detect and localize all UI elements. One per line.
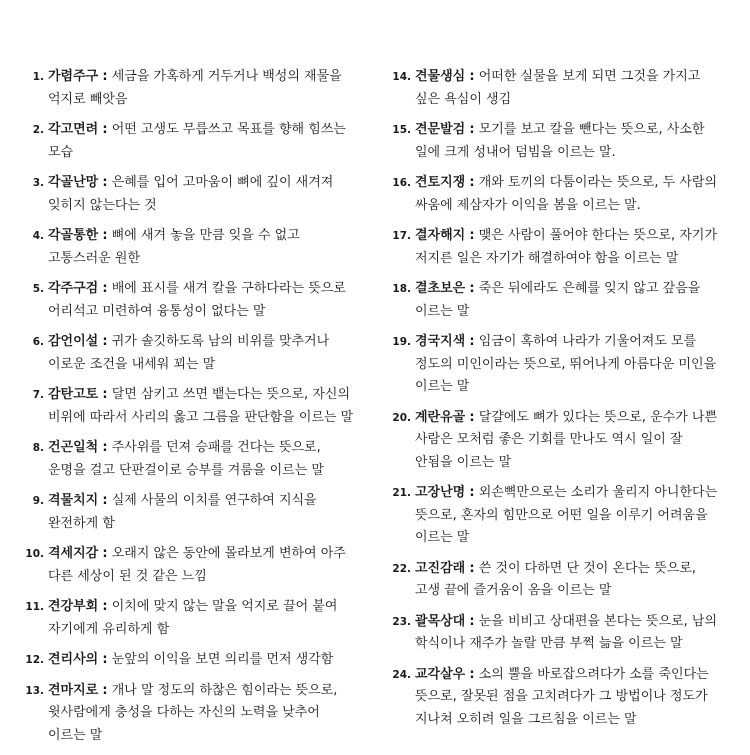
idiom-term: 교각살우 bbox=[415, 666, 466, 682]
entry-number: 8. bbox=[32, 442, 44, 454]
entry-number: 23. bbox=[392, 615, 411, 628]
entry-text bbox=[415, 331, 721, 399]
term-separator: : bbox=[102, 122, 108, 137]
entry-number: 20. bbox=[392, 411, 411, 424]
idiom-entry bbox=[391, 558, 721, 603]
idiom-term: 결초보은 bbox=[415, 281, 466, 296]
idiom-term: 가렴주구 bbox=[48, 69, 99, 84]
idiom-definition: 맺은 사람이 풀어야 한다는 뜻으로, 자기가 저지른 일은 자기가 해결하여야 함을 이르는 말 bbox=[415, 228, 717, 266]
entry-number: 4. bbox=[32, 230, 44, 242]
term-separator: : bbox=[469, 613, 475, 629]
term-separator: : bbox=[102, 546, 108, 561]
idiom-definition: 실제 사물의 이치를 연구하여 지식을 완전하게 함 bbox=[48, 493, 317, 531]
idiom-term: 건곤일척 bbox=[48, 440, 99, 455]
entry-text bbox=[48, 278, 354, 323]
idiom-term: 견토지쟁 bbox=[415, 175, 466, 190]
entry-text bbox=[415, 225, 721, 270]
idiom-definition: 뼈에 새겨 놓을 만큼 잊을 수 없고 고통스러운 원한 bbox=[48, 228, 300, 266]
idiom-entry bbox=[24, 384, 354, 429]
entry-number: 12. bbox=[25, 654, 44, 666]
idiom-definition: 주사위를 던져 승패를 건다는 뜻으로, 운명을 걸고 단판걸이로 승부를 겨룸을 이르는 말 bbox=[48, 440, 324, 478]
idiom-entry bbox=[24, 331, 354, 376]
term-separator: : bbox=[469, 560, 475, 576]
idiom-term: 격물치지 bbox=[48, 493, 99, 508]
term-separator: : bbox=[102, 599, 108, 614]
idiom-entry bbox=[24, 680, 354, 748]
idiom-definition: 어떤 고생도 무릅쓰고 목표를 향해 힘쓰는 모습 bbox=[48, 122, 346, 160]
term-separator: : bbox=[102, 228, 108, 243]
idiom-entry bbox=[391, 482, 721, 550]
idiom-term: 견강부회 bbox=[48, 599, 99, 614]
idiom-entry bbox=[391, 172, 721, 217]
idiom-definition: 달면 삼키고 쓰면 뱉는다는 뜻으로, 자신의 비위에 따라서 사리의 옳고 그름을 판단함을 이르는 말 bbox=[48, 387, 354, 425]
idiom-definition: 죽은 뒤에라도 은혜를 잊지 않고 갚음을 이르는 말 bbox=[415, 281, 701, 319]
entry-text bbox=[415, 407, 721, 475]
entry-number: 22. bbox=[392, 562, 411, 575]
idiom-definition: 귀가 솔깃하도록 남의 비위를 맞추거나 이로운 조건을 내세워 꾀는 말 bbox=[48, 334, 330, 372]
entry-number: 14. bbox=[392, 71, 411, 83]
idiom-definition: 쓴 것이 다하면 단 것이 온다는 뜻으로, 고생 끝에 즐거움이 옴을 이르는 말 bbox=[415, 560, 697, 598]
idiom-definition: 개나 말 정도의 하찮은 힘이라는 뜻으로, 윗사람에게 충성을 다하는 자신의 노력을 낮추어 이르는 말 bbox=[48, 682, 338, 743]
idiom-term: 견리사의 bbox=[48, 652, 99, 667]
entry-text bbox=[48, 649, 354, 672]
idiom-term: 고장난명 bbox=[415, 485, 466, 500]
idiom-entry bbox=[391, 611, 721, 656]
idiom-term: 고진감래 bbox=[415, 560, 466, 576]
idiom-term: 격세지감 bbox=[48, 546, 99, 561]
idiom-entry bbox=[24, 596, 354, 641]
term-separator: : bbox=[102, 387, 108, 402]
term-separator: : bbox=[469, 409, 475, 425]
left-column bbox=[24, 66, 354, 755]
entry-number: 13. bbox=[25, 684, 44, 697]
idiom-term: 계란유골 bbox=[415, 409, 466, 425]
entry-number: 10. bbox=[25, 548, 44, 560]
idiom-term: 견마지로 bbox=[48, 682, 99, 698]
entry-number: 2. bbox=[32, 124, 44, 136]
idiom-entry bbox=[24, 437, 354, 482]
entry-text bbox=[415, 611, 721, 656]
entry-text bbox=[48, 490, 354, 535]
idiom-definition: 이치에 맞지 않는 말을 억지로 끌어 붙여 자기에게 유리하게 함 bbox=[48, 599, 338, 637]
right-column bbox=[391, 66, 721, 739]
idiom-term: 괄목상대 bbox=[415, 613, 466, 629]
term-separator: : bbox=[469, 485, 475, 500]
idiom-definition: 세금을 가혹하게 거두거나 백성의 재물을 억지로 빼앗음 bbox=[48, 69, 342, 107]
term-separator: : bbox=[469, 69, 475, 84]
entry-number: 3. bbox=[32, 177, 44, 189]
idiom-definition: 소의 뿔을 바로잡으려다가 소를 죽인다는 뜻으로, 잘못된 점을 고치려다가 그 방법이나 정도가 지나쳐 오히려 일을 그르침을 이르는 말 bbox=[415, 666, 709, 727]
idiom-definition: 모기를 보고 칼을 뺀다는 뜻으로, 사소한 일에 크게 성내어 덤빔을 이르는 말. bbox=[415, 122, 705, 160]
term-separator: : bbox=[469, 228, 475, 243]
entry-text bbox=[415, 119, 721, 164]
entry-text bbox=[48, 225, 354, 270]
idiom-definition: 눈을 비비고 상대편을 본다는 뜻으로, 남의 학식이나 재주가 놀랄 만큼 부쩍 늚을 이르는 말 bbox=[415, 613, 717, 651]
entry-text bbox=[415, 558, 721, 603]
entry-text bbox=[48, 66, 354, 111]
entry-number: 21. bbox=[392, 487, 411, 499]
term-separator: : bbox=[102, 334, 108, 349]
entry-number: 24. bbox=[392, 668, 411, 681]
idiom-entry bbox=[391, 331, 721, 399]
entry-number: 9. bbox=[32, 495, 44, 507]
idiom-term: 각고면려 bbox=[48, 122, 99, 137]
entry-number: 11. bbox=[25, 601, 44, 613]
idiom-term: 감언이설 bbox=[48, 334, 99, 349]
idiom-entry bbox=[391, 278, 721, 323]
idiom-entry bbox=[24, 225, 354, 270]
idiom-definition: 임금이 혹하여 나라가 기울어져도 모를 정도의 미인이라는 뜻으로, 뛰어나게 아름다운 미인을 이르는 말 bbox=[415, 334, 717, 394]
term-separator: : bbox=[102, 69, 108, 84]
idiom-definition: 어떠한 실물을 보게 되면 그것을 가지고 싶은 욕심이 생김 bbox=[415, 69, 701, 107]
entry-text bbox=[48, 543, 354, 588]
entry-text bbox=[415, 278, 721, 323]
idiom-term: 감탄고토 bbox=[48, 387, 99, 402]
entry-number: 6. bbox=[32, 336, 44, 348]
term-separator: : bbox=[469, 281, 475, 296]
idiom-entry bbox=[24, 278, 354, 323]
entry-text bbox=[48, 384, 354, 429]
idiom-definition: 개와 토끼의 다툼이라는 뜻으로, 두 사람의 싸움에 제삼자가 이익을 봄을 이르는 말. bbox=[415, 175, 717, 213]
idiom-entry bbox=[24, 172, 354, 217]
entry-text bbox=[48, 680, 354, 748]
entry-number: 17. bbox=[392, 230, 411, 242]
entry-text bbox=[48, 437, 354, 482]
entry-number: 1. bbox=[32, 71, 44, 83]
idiom-definition: 달걀에도 뼈가 있다는 뜻으로, 운수가 나쁜 사람은 모처럼 좋은 기회를 만나도 역시 일이 잘 안됨을 이르는 말 bbox=[415, 409, 717, 470]
idiom-term: 결자해지 bbox=[415, 228, 466, 243]
term-separator: : bbox=[469, 122, 475, 137]
idiom-entry bbox=[391, 66, 721, 111]
entry-number: 19. bbox=[392, 336, 411, 348]
idiom-definition: 은혜를 입어 고마움이 뼈에 깊이 새겨져 잊히지 않는다는 것 bbox=[48, 175, 334, 213]
idiom-term: 견문발검 bbox=[415, 122, 466, 137]
term-separator: : bbox=[102, 281, 108, 296]
term-separator: : bbox=[469, 666, 475, 682]
idiom-entry bbox=[391, 119, 721, 164]
entry-text bbox=[48, 172, 354, 217]
entry-number: 18. bbox=[392, 283, 411, 295]
entry-text bbox=[415, 482, 721, 550]
idiom-term: 각골통한 bbox=[48, 228, 99, 243]
entry-text bbox=[48, 119, 354, 164]
entry-text bbox=[48, 331, 354, 376]
idiom-entry bbox=[24, 66, 354, 111]
term-separator: : bbox=[102, 493, 108, 508]
entry-number: 5. bbox=[32, 283, 44, 295]
idiom-entry bbox=[391, 664, 721, 732]
term-separator: : bbox=[102, 175, 108, 190]
idiom-entry bbox=[391, 225, 721, 270]
idiom-term: 각골난망 bbox=[48, 175, 99, 190]
idiom-definition: 오래지 않은 동안에 몰라보게 변하여 아주 다른 세상이 된 것 같은 느낌 bbox=[48, 546, 346, 584]
idiom-term: 각주구검 bbox=[48, 281, 99, 296]
entry-text bbox=[415, 664, 721, 732]
entry-text bbox=[415, 66, 721, 111]
term-separator: : bbox=[102, 652, 108, 667]
idiom-definition: 외손뼉만으로는 소리가 울리지 아니한다는 뜻으로, 혼자의 힘만으로 어떤 일을 이루기 어려움을 이르는 말 bbox=[415, 485, 718, 545]
term-separator: : bbox=[469, 175, 475, 190]
idiom-definition: 눈앞의 이익을 보면 의리를 먼저 생각함 bbox=[111, 652, 334, 667]
entry-text bbox=[48, 596, 354, 641]
idiom-entry bbox=[391, 407, 721, 475]
entry-number: 16. bbox=[392, 177, 411, 189]
entry-number: 15. bbox=[392, 124, 411, 136]
entry-number: 7. bbox=[32, 389, 44, 401]
entry-text bbox=[415, 172, 721, 217]
term-separator: : bbox=[469, 334, 475, 349]
term-separator: : bbox=[102, 682, 108, 698]
idiom-entry bbox=[24, 649, 354, 672]
term-separator: : bbox=[102, 440, 108, 455]
idiom-entry bbox=[24, 490, 354, 535]
idiom-term: 경국지색 bbox=[415, 334, 466, 349]
idiom-definition: 배에 표시를 새겨 칼을 구하다라는 뜻으로 어리석고 미련하여 융통성이 없다는 말 bbox=[48, 281, 346, 319]
idiom-entry bbox=[24, 543, 354, 588]
idiom-entry bbox=[24, 119, 354, 164]
idiom-term: 견물생심 bbox=[415, 69, 466, 84]
